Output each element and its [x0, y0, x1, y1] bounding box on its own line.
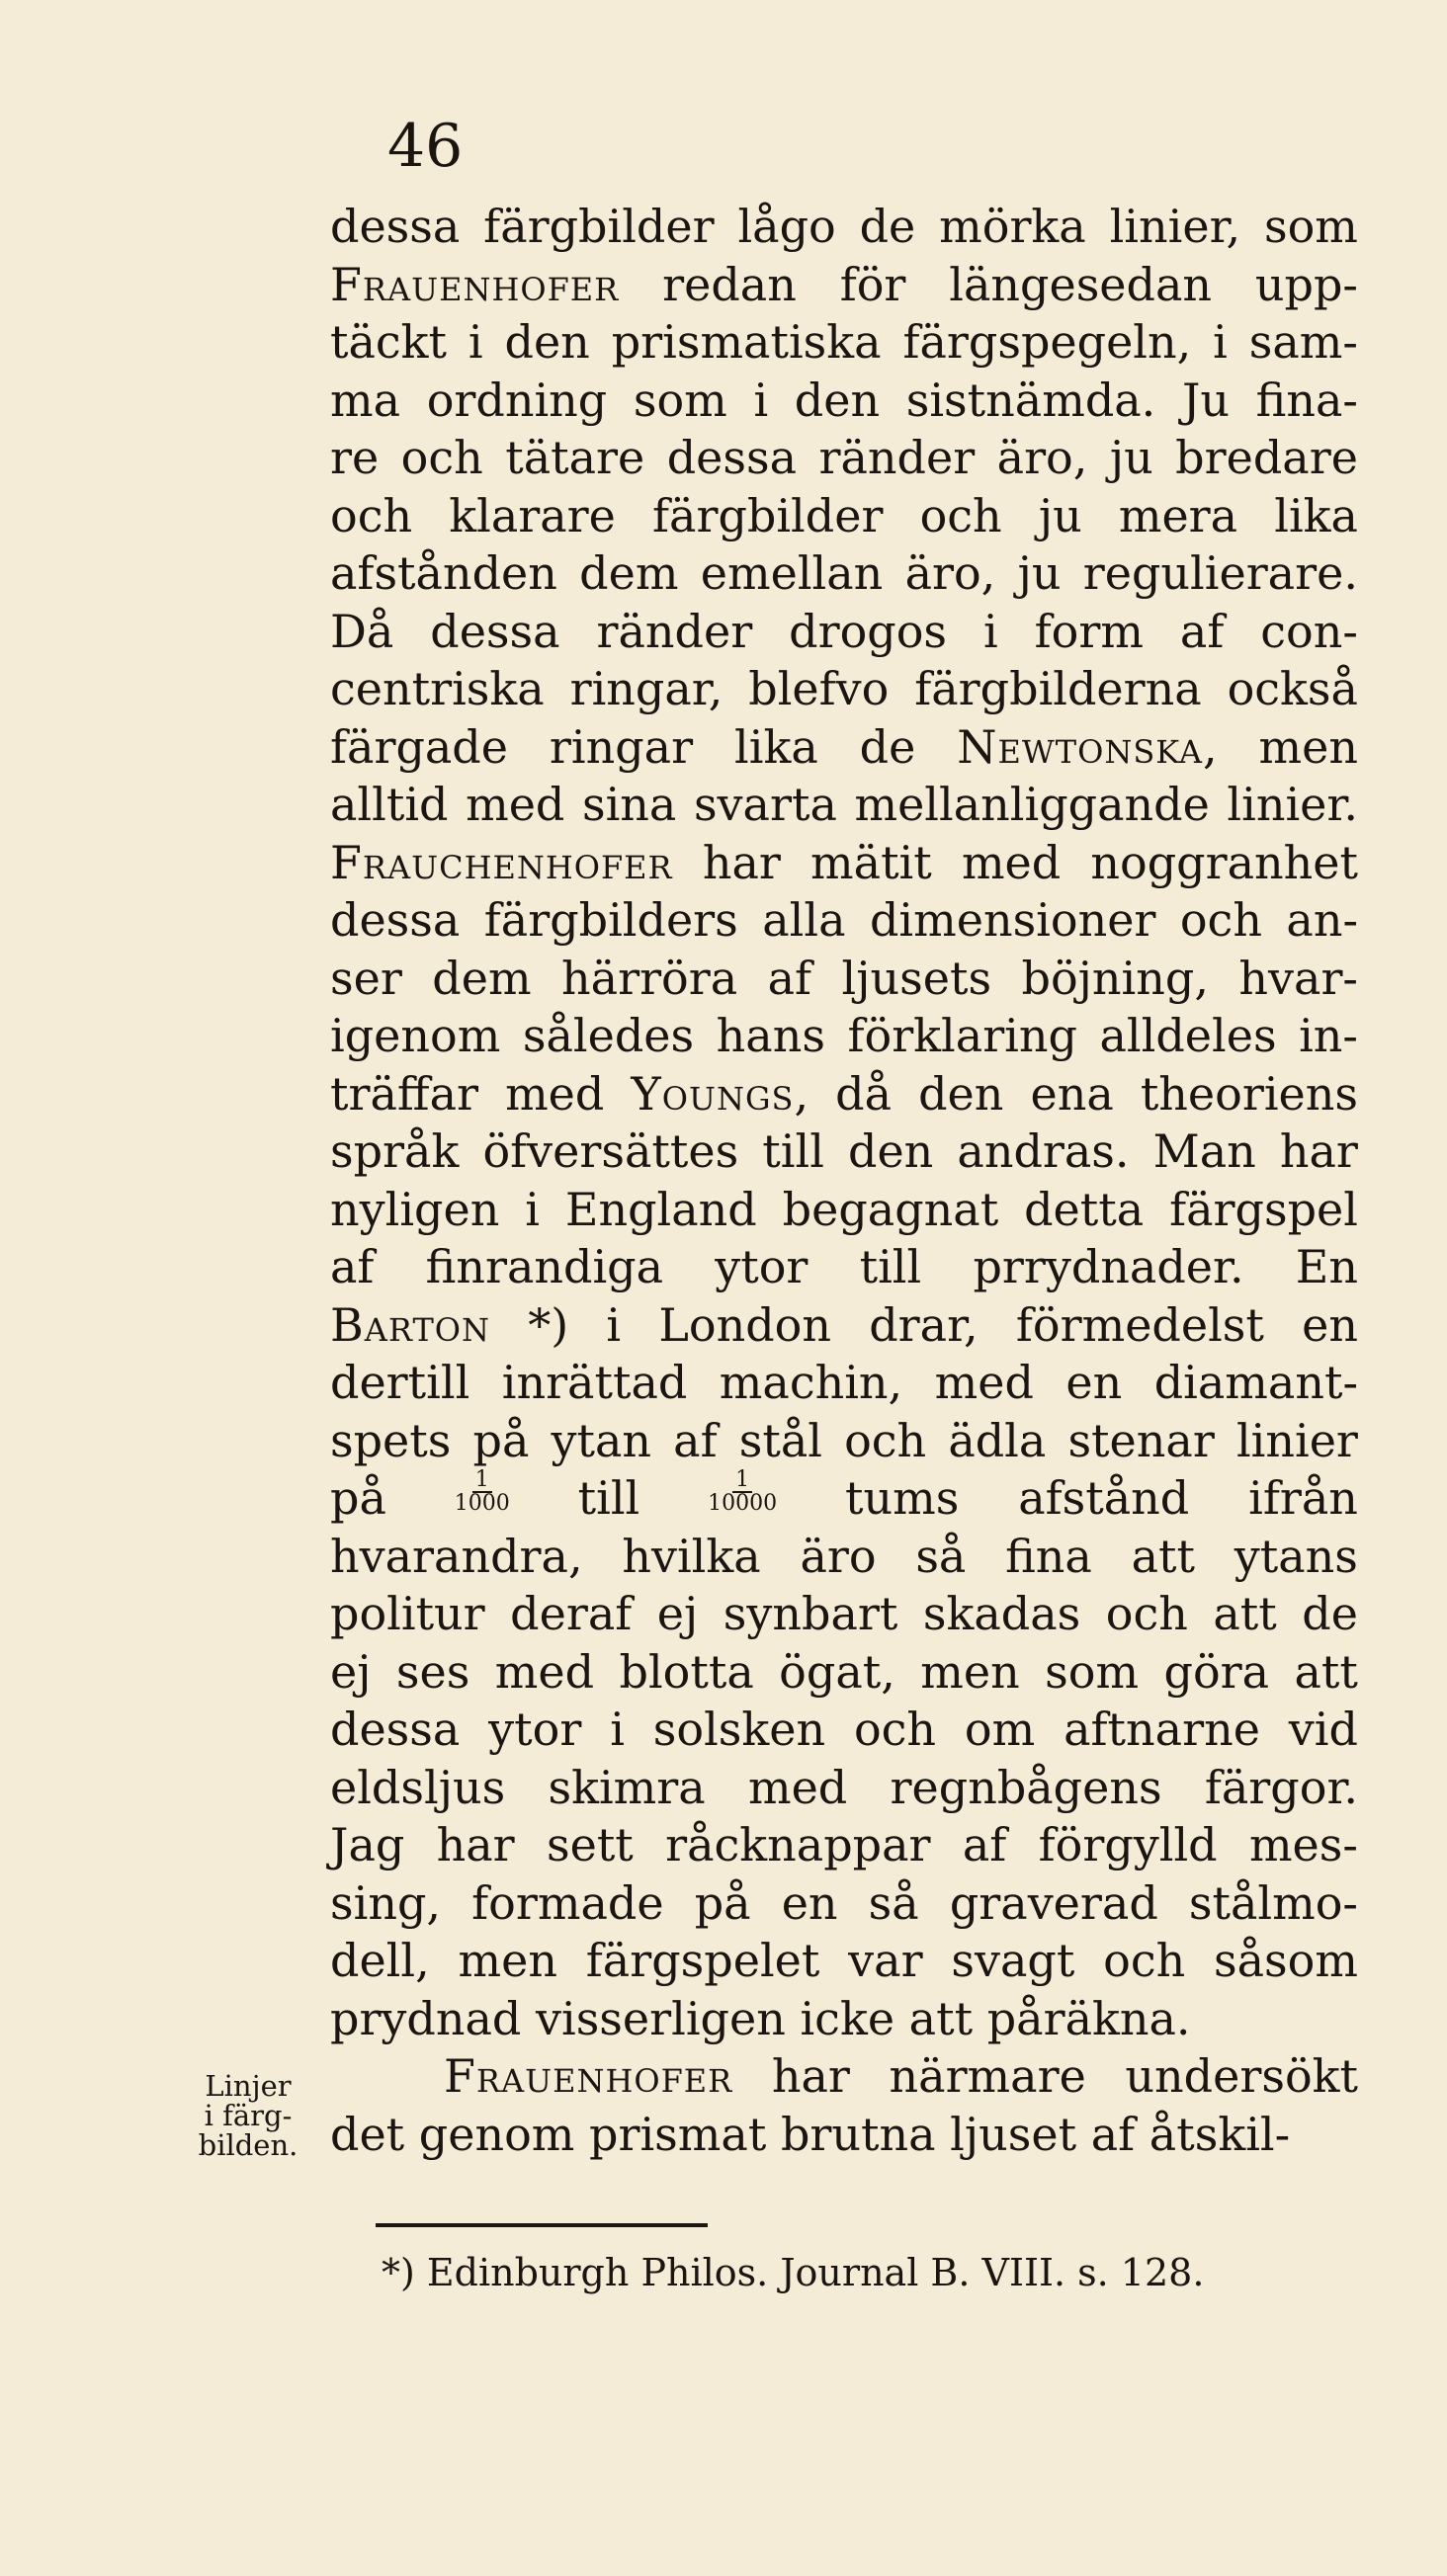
word: ränder [818, 431, 976, 484]
word: i [525, 1182, 540, 1236]
word: visserligen [536, 1991, 786, 2045]
word: att [1294, 1644, 1358, 1699]
word: lika [1274, 488, 1358, 542]
word: undersökt [1125, 2049, 1358, 2103]
text-line [330, 1701, 1358, 1759]
word: tums [845, 1471, 960, 1525]
word: på [472, 1413, 530, 1467]
word: spets [330, 1413, 452, 1467]
word: alldeles [1099, 1009, 1277, 1062]
text-line [330, 718, 1358, 777]
word: att [1131, 1529, 1196, 1583]
word: ena [1030, 1066, 1114, 1121]
word: ringar [549, 719, 694, 774]
word: London [658, 1297, 831, 1352]
word: förklaring [847, 1009, 1077, 1062]
word: nyligen [330, 1182, 500, 1236]
word: dessa [330, 893, 461, 947]
word: ju [1109, 431, 1153, 484]
proper-name: Frauchenhofer [330, 835, 673, 889]
word: dessa [666, 431, 798, 484]
word: påräkna. [986, 1991, 1191, 2045]
word: den [918, 1066, 1004, 1121]
text-line [330, 1528, 1358, 1586]
word: alltid [330, 778, 449, 831]
word: prismatiska [611, 315, 882, 369]
word: Ju [1181, 373, 1231, 427]
text-line [330, 891, 1358, 950]
word: svagt [951, 1934, 1075, 1987]
word: regulierare. [1082, 546, 1358, 600]
proper-name: Frauenhofer [330, 257, 620, 311]
word: den [794, 373, 881, 427]
word: in- [1299, 1009, 1358, 1062]
margin-note-line: i färg- [204, 2099, 293, 2132]
word: af [1179, 604, 1225, 658]
word: mätit [810, 835, 932, 889]
text-line [330, 1759, 1358, 1817]
text-line [330, 2047, 1358, 2106]
word: formade [471, 1875, 664, 1930]
word: klarare [449, 488, 616, 542]
word: ju [1038, 488, 1082, 542]
text-line [330, 1932, 1358, 1990]
word: ädla [948, 1413, 1047, 1467]
word: och [1179, 893, 1262, 947]
word: och [844, 1413, 927, 1467]
word: äro, [996, 431, 1088, 484]
word: form [1034, 604, 1144, 658]
text-line [330, 1007, 1358, 1065]
word: har [436, 1818, 515, 1871]
word: con- [1260, 604, 1358, 658]
word: färgbilder [483, 200, 715, 253]
word: emellan [700, 546, 884, 600]
word: ytor [488, 1703, 582, 1756]
word: prrydnader. [973, 1240, 1244, 1293]
word: bredare [1175, 431, 1358, 484]
text-line [330, 198, 1358, 256]
word: med [466, 778, 565, 831]
word: ögat, [779, 1644, 895, 1699]
word: en [781, 1875, 838, 1930]
word: icke [800, 1991, 895, 2045]
word: *) [528, 1297, 569, 1352]
word: i [606, 1297, 622, 1352]
word: fina [1005, 1529, 1092, 1583]
word: således [522, 1009, 695, 1062]
text-line [330, 1181, 1358, 1239]
word: an- [1286, 893, 1358, 947]
word: alla [762, 893, 846, 947]
word: till [577, 1471, 640, 1525]
word: ej [330, 1644, 372, 1699]
word: dessa [330, 1703, 461, 1756]
word: sett [546, 1818, 634, 1871]
word: som [1264, 200, 1358, 253]
word: hvar- [1238, 951, 1358, 1005]
word: de [1302, 1587, 1358, 1640]
word: härröra [561, 951, 738, 1005]
word: har [702, 835, 781, 889]
word: som [1045, 1644, 1140, 1699]
word: graverad [949, 1875, 1158, 1930]
word: den [848, 1124, 934, 1178]
word: fina- [1255, 373, 1358, 427]
word: mellanliggande [854, 778, 1210, 831]
word: såsom [1214, 1934, 1358, 1987]
word: sistnämda. [905, 373, 1156, 427]
word: och [919, 488, 1002, 542]
word: synbart [723, 1587, 898, 1640]
word: som [633, 373, 727, 427]
word: färgbilderna [914, 662, 1202, 715]
word: sing, [330, 1875, 442, 1930]
text-line [330, 603, 1358, 661]
word: närmare [889, 2049, 1086, 2103]
text-line [330, 1122, 1358, 1181]
word: dem [432, 951, 532, 1005]
fraction-denominator: 1000 [454, 1491, 510, 1516]
word: stål [738, 1413, 822, 1467]
word: regnbågens [890, 1760, 1162, 1814]
word: lågo [737, 200, 836, 253]
word: ljuset [950, 2107, 1077, 2161]
word: ränder [596, 604, 753, 658]
text-line [330, 313, 1358, 372]
word: och [853, 1703, 937, 1756]
text-line [330, 1990, 1358, 2048]
word: då [835, 1066, 893, 1121]
word: dem [579, 546, 679, 600]
word: färgor. [1204, 1760, 1358, 1814]
word: äro [800, 1529, 877, 1583]
word: ses [395, 1644, 470, 1699]
word: upp- [1254, 257, 1358, 311]
fraction [452, 1469, 513, 1528]
word: det [330, 2107, 405, 2161]
word: en [1065, 1356, 1123, 1409]
word: med [747, 1760, 848, 1814]
margin-note-line: Linjer [205, 2069, 292, 2103]
text-line [330, 1412, 1358, 1470]
text-line [330, 1469, 1358, 1528]
word: öfversättes [482, 1124, 739, 1178]
text-line [330, 776, 1358, 834]
word: på [330, 1471, 386, 1525]
footnote: *) Edinburgh Philos. Journal B. VIII. s. 128. [382, 2251, 1205, 2294]
text-line [330, 834, 1358, 892]
word: till [859, 1240, 922, 1293]
word: täckt [330, 315, 448, 369]
text-line [330, 1643, 1358, 1702]
word: den [504, 315, 590, 369]
word: drar, [869, 1297, 979, 1352]
text-line [330, 1874, 1358, 1933]
word: att [908, 1991, 974, 2045]
word: i [468, 315, 483, 369]
word: af [673, 1413, 718, 1467]
word: Jag [330, 1818, 405, 1871]
text-line [330, 544, 1358, 603]
word: svarta [693, 778, 837, 831]
fraction-numerator: 1 [472, 1469, 492, 1493]
word: afstånden [330, 546, 557, 600]
word: förgylld [1038, 1818, 1218, 1871]
word: åtskil- [1149, 2107, 1291, 2161]
proper-name: Frauenhofer [444, 2049, 733, 2103]
word: blotta [619, 1644, 754, 1699]
word: med [494, 1644, 595, 1699]
word: de [859, 719, 916, 774]
word: vid [1288, 1703, 1358, 1756]
word: linier, [1109, 200, 1241, 253]
word: centriska [330, 662, 545, 715]
word: tätare [505, 431, 645, 484]
word: göra [1163, 1644, 1270, 1699]
word: machin, [719, 1356, 903, 1409]
word: prismat [589, 2107, 767, 2161]
word: solsken [652, 1703, 826, 1756]
word: för [839, 257, 906, 311]
text-line [330, 1585, 1358, 1643]
word: linier. [1227, 778, 1358, 831]
text-line [330, 487, 1358, 545]
word: äro, [904, 546, 996, 600]
word: Man [1152, 1124, 1256, 1178]
text-line [330, 2106, 1358, 2164]
word: detta [1024, 1182, 1145, 1236]
word: genom [418, 2107, 575, 2161]
word: en [1302, 1297, 1358, 1352]
word: skimra [548, 1760, 706, 1814]
word: stenar [1067, 1413, 1215, 1467]
fraction [705, 1469, 780, 1528]
text-line [330, 256, 1358, 314]
word: så [915, 1529, 967, 1583]
word: aftnarne [1064, 1703, 1260, 1756]
word: ytor [715, 1240, 809, 1293]
word: till [762, 1124, 824, 1178]
word: ifrån [1248, 1471, 1358, 1525]
text-line [330, 1354, 1358, 1412]
word: de [859, 200, 916, 253]
text-line [330, 372, 1358, 430]
word: ej [656, 1587, 699, 1640]
word: deraf [510, 1587, 633, 1640]
word: med [961, 835, 1062, 889]
word: begagnat [782, 1182, 999, 1236]
word: linier [1235, 1413, 1358, 1467]
text-line [330, 1065, 1358, 1123]
fraction-denominator: 10000 [708, 1491, 778, 1516]
word: ringar, [569, 662, 724, 715]
word: ytans [1234, 1529, 1358, 1583]
word: andras. [957, 1124, 1130, 1178]
word: så [868, 1875, 919, 1930]
word: om [964, 1703, 1036, 1756]
word: af [962, 1818, 1007, 1871]
word: hvilka [622, 1529, 761, 1583]
word: mörka [939, 200, 1086, 253]
word: sam- [1248, 315, 1358, 369]
word: språk [330, 1124, 460, 1178]
word: England [564, 1182, 757, 1236]
word: träffar [330, 1066, 478, 1121]
word: af [767, 951, 812, 1005]
word: sina [581, 778, 677, 831]
margin-note [174, 2071, 322, 2160]
word: i [753, 373, 769, 427]
text-line [330, 1296, 1358, 1355]
word: hans [716, 1009, 825, 1062]
text-line [330, 429, 1358, 487]
body-text [330, 198, 1358, 2163]
word: ju [1017, 546, 1062, 600]
proper-name: Youngs, [631, 1066, 809, 1121]
word: men [920, 1644, 1020, 1699]
word: och [330, 488, 413, 542]
word: igenom [330, 1009, 501, 1062]
word: och [1105, 1587, 1188, 1640]
text-line [330, 660, 1358, 718]
word: inrättad [501, 1356, 688, 1409]
word: re [330, 431, 380, 484]
word: redan [662, 257, 797, 311]
word: mera [1118, 488, 1238, 542]
word: ordning [426, 373, 608, 427]
word: färgspel [1169, 1182, 1358, 1236]
word: Då [330, 604, 394, 658]
footnote-rule [376, 2223, 708, 2227]
word: theoriens [1140, 1066, 1358, 1121]
word: af [1090, 2107, 1136, 2161]
word: En [1295, 1240, 1358, 1293]
word: finrandiga [425, 1240, 664, 1293]
word: var [848, 1934, 923, 1987]
word: brutna [780, 2107, 936, 2161]
word: dessa [330, 200, 461, 253]
word: politur [330, 1587, 485, 1640]
word: drogos [789, 604, 948, 658]
word: med [934, 1356, 1034, 1409]
word: att [1213, 1587, 1277, 1640]
word: också [1227, 662, 1358, 715]
word: ytan [551, 1413, 652, 1467]
word: hvarandra, [330, 1529, 583, 1583]
word: prydnad [330, 1991, 522, 2045]
word: dessa [430, 604, 560, 658]
word: ma [330, 373, 401, 427]
word: färgbilder [652, 488, 884, 542]
word: men [1258, 719, 1358, 774]
word: färgspelet [585, 1934, 820, 1987]
word: i [982, 604, 998, 658]
word: af [330, 1240, 375, 1293]
word: böjning, [1021, 951, 1209, 1005]
word: lika [734, 719, 818, 774]
text-line [330, 1238, 1358, 1296]
text-line [330, 1816, 1358, 1874]
page-number: 46 [387, 112, 464, 181]
word: stålmo- [1188, 1875, 1358, 1930]
word: i [610, 1703, 625, 1756]
word: eldsljus [330, 1760, 506, 1814]
word: längesedan [949, 257, 1213, 311]
word: dertill [330, 1356, 470, 1409]
word: men [458, 1934, 557, 1987]
word: har [1279, 1124, 1358, 1178]
word: dimensioner [869, 893, 1156, 947]
word: och [1103, 1934, 1186, 1987]
word: noggranhet [1090, 835, 1358, 889]
word: ser [330, 951, 402, 1005]
word: på [694, 1875, 751, 1930]
word: förmedelst [1015, 1297, 1264, 1352]
word: och [400, 431, 483, 484]
word: färgbilders [483, 893, 738, 947]
word: har [771, 2049, 850, 2103]
word: blefvo [748, 662, 890, 715]
word: färgade [330, 719, 508, 774]
text-line [330, 950, 1358, 1008]
word: råcknappar [665, 1818, 931, 1871]
word: med [505, 1066, 605, 1121]
word: ljusets [841, 951, 992, 1005]
proper-name: Barton [330, 1297, 491, 1352]
word: afstånd [1018, 1471, 1190, 1525]
word: dell, [330, 1934, 430, 1987]
proper-name: Newtonska, [957, 719, 1218, 774]
word: i [1213, 315, 1228, 369]
word: mes- [1248, 1818, 1358, 1871]
word: diamant- [1153, 1356, 1358, 1409]
fraction-numerator: 1 [732, 1469, 752, 1493]
word: skadas [922, 1587, 1081, 1640]
word: färgspegeln, [902, 315, 1192, 369]
margin-note-line: bilden. [198, 2128, 298, 2162]
